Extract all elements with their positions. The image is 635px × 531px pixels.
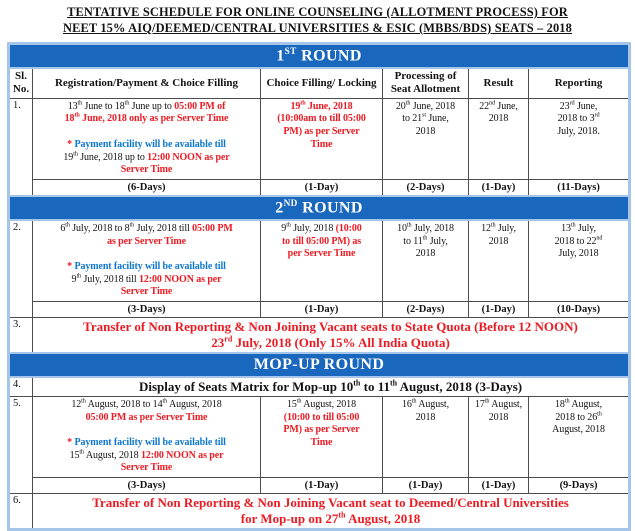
row-2-days-processing: (2-Days) bbox=[383, 302, 469, 318]
state-quota-transfer-row bbox=[9, 318, 630, 354]
row-3-transfer-notice: Transfer of Non Reporting & Non Joining Vacant seats to State Quota (Before 12 NOON) 23rd July, 2018 (Only 15% All India Quota) bbox=[33, 318, 630, 354]
row-1-days-registration: (6-Days) bbox=[33, 179, 261, 196]
round-2-banner-row bbox=[9, 196, 630, 220]
row-2-days-choice: (1-Day) bbox=[261, 302, 383, 318]
col-header-reporting: Reporting bbox=[529, 68, 630, 99]
row-3-serial: 3. bbox=[9, 318, 33, 354]
round-2-days-row bbox=[9, 302, 630, 318]
row-4-seats-matrix-notice: Display of Seats Matrix for Mop-up 10th to 11th August, 2018 (3-Days) bbox=[33, 377, 630, 397]
row-1-serial: 1. bbox=[9, 98, 33, 196]
row-6-transfer-notice: Transfer of Non Reporting & Non Joining Vacant seat to Deemed/Central Universities for Mop-up on 27th August, 2018 bbox=[33, 494, 630, 530]
row-5-reporting-cell: 18th August, 2018 to 26th August, 2018 bbox=[529, 397, 630, 478]
mopup-banner-row bbox=[9, 353, 630, 377]
row-1-registration-cell: 13th June to 18th June up to 05:00 PM of 18th June, 2018 only as per Server Time * Payment facility will be available till 19th June, 2018 up to 12:00 NOON as per Server Time bbox=[33, 98, 261, 179]
row-2-choice-filling-cell: 9th July, 2018 (10:00 to till 05:00 PM) as per Server Time bbox=[261, 220, 383, 302]
col-header-choice-filling: Choice Filling/ Locking bbox=[261, 68, 383, 99]
col-header-registration: Registration/Payment & Choice Filling bbox=[33, 68, 261, 99]
row-2-days-result: (1-Day) bbox=[469, 302, 529, 318]
row-2-result-cell: 12th July, 2018 bbox=[469, 220, 529, 302]
row-1-result-cell: 22nd June, 2018 bbox=[469, 98, 529, 179]
col-header-result: Result bbox=[469, 68, 529, 99]
row-1-days-choice: (1-Day) bbox=[261, 179, 383, 196]
round-2-schedule-row bbox=[9, 220, 630, 302]
row-2-reporting-cell: 13th July, 2018 to 22nd July, 2018 bbox=[529, 220, 630, 302]
row-1-days-processing: (2-Days) bbox=[383, 179, 469, 196]
round-1-schedule-row bbox=[9, 98, 630, 179]
row-1-days-reporting: (11-Days) bbox=[529, 179, 630, 196]
round-1-days-row bbox=[9, 179, 630, 196]
row-1-processing-cell: 20th June, 2018 to 21st June, 2018 bbox=[383, 98, 469, 179]
column-header-row bbox=[9, 68, 630, 99]
row-1-choice-filling-cell: 19th June, 2018 (10:00am to till 05:00 PM) as per Server Time bbox=[261, 98, 383, 179]
document-title bbox=[0, 0, 635, 37]
row-2-days-reporting: (10-Days) bbox=[529, 302, 630, 318]
row-1-days-result: (1-Day) bbox=[469, 179, 529, 196]
schedule-table bbox=[7, 42, 631, 531]
row-5-processing-cell: 16th August, 2018 bbox=[383, 397, 469, 478]
row-5-choice-filling-cell: 15th August, 2018 (10:00 to till 05:00 PM) as per Server Time bbox=[261, 397, 383, 478]
row-2-registration-cell: 6th July, 2018 to 8th July, 2018 till 05:00 PM as per Server Time * Payment facility will be available till 9th July, 2018 till 12:00 NOON as per Server Time bbox=[33, 220, 261, 302]
seats-matrix-display-row bbox=[9, 377, 630, 397]
row-4-serial: 4. bbox=[9, 377, 33, 397]
row-6-serial: 6. bbox=[9, 494, 33, 530]
col-header-sl-no: Sl. No. bbox=[9, 68, 33, 99]
row-2-days-registration: (3-Days) bbox=[33, 302, 261, 318]
round-1-banner: 1ST ROUND bbox=[9, 43, 630, 68]
round-2-banner: 2ND ROUND bbox=[9, 196, 630, 220]
mopup-banner: MOP-UP ROUND bbox=[9, 353, 630, 377]
mopup-days-row bbox=[9, 478, 630, 494]
row-5-serial: 5. bbox=[9, 397, 33, 494]
row-5-registration-cell: 12th August, 2018 to 14th August, 2018 05:00 PM as per Server Time * Payment facility will be available till 15th August, 2018 12:00 NOON as per Server Time bbox=[33, 397, 261, 478]
row-5-days-processing: (1-Day) bbox=[383, 478, 469, 494]
row-5-days-result: (1-Day) bbox=[469, 478, 529, 494]
title-line-2: NEET 15% AIQ/DEEMED/CENTRAL UNIVERSITIES & ESIC (MBBS/BDS) SEATS – 2018 bbox=[62, 20, 573, 35]
row-1-reporting-cell: 23rd June, 2018 to 3rd July, 2018. bbox=[529, 98, 630, 179]
mopup-schedule-row bbox=[9, 397, 630, 478]
row-5-result-cell: 17th August, 2018 bbox=[469, 397, 529, 478]
title-line-1: TENTATIVE SCHEDULE FOR ONLINE COUNSELING (ALLOTMENT PROCESS) FOR bbox=[67, 5, 568, 19]
row-2-processing-cell: 10th July, 2018 to 11th July, 2018 bbox=[383, 220, 469, 302]
deemed-central-transfer-row bbox=[9, 494, 630, 530]
row-5-days-choice: (1-Day) bbox=[261, 478, 383, 494]
row-2-serial: 2. bbox=[9, 220, 33, 318]
row-5-days-reporting: (9-Days) bbox=[529, 478, 630, 494]
round-1-banner-row bbox=[9, 43, 630, 68]
row-5-days-registration: (3-Days) bbox=[33, 478, 261, 494]
col-header-processing: Processing of Seat Allotment bbox=[383, 68, 469, 99]
